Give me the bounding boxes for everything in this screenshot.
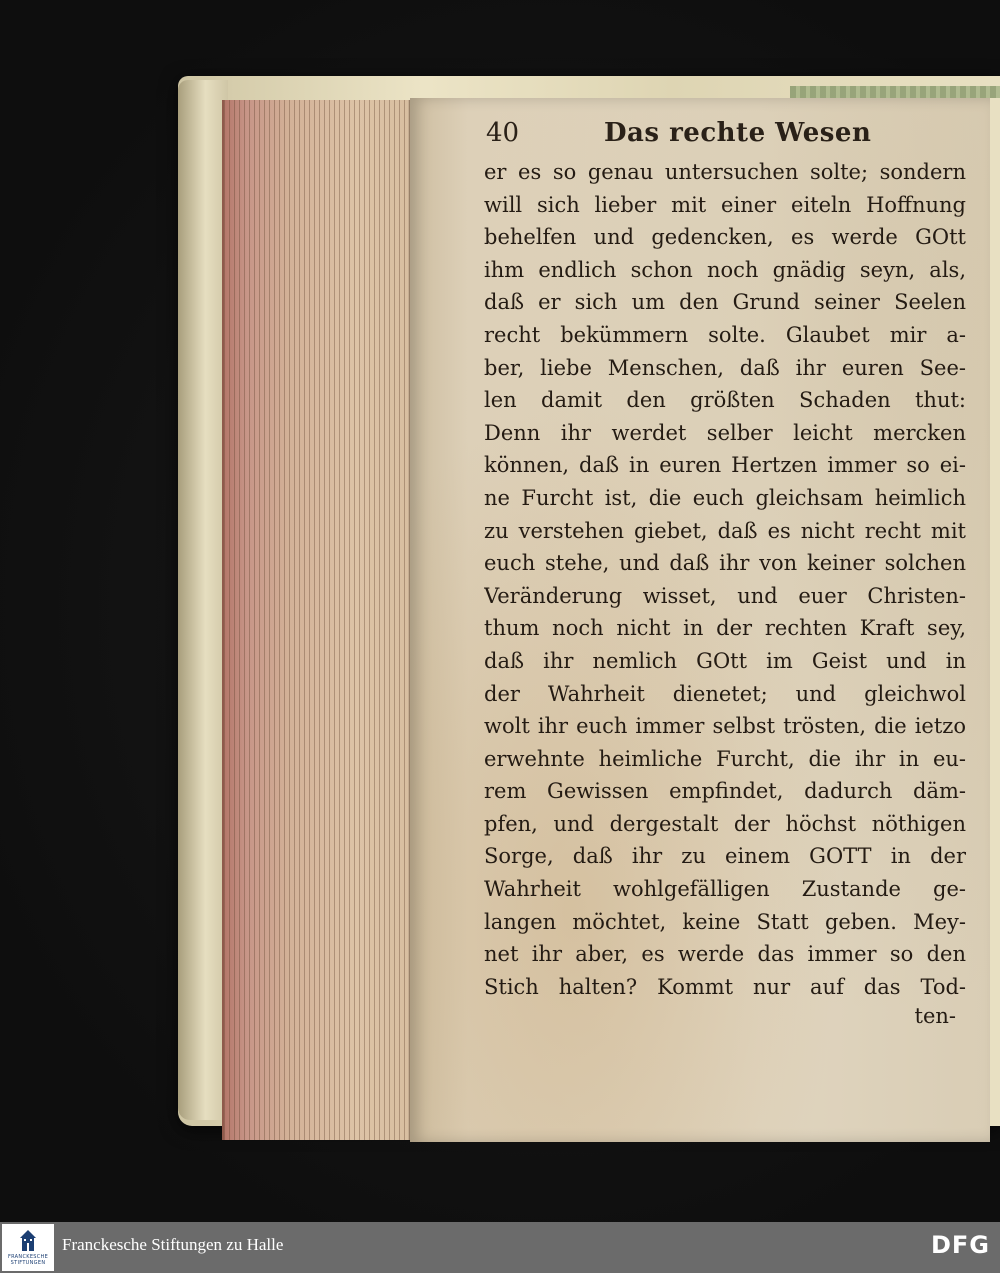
page-header bbox=[486, 118, 966, 152]
text-line: ber, liebe Menschen, daß ihr euren See- bbox=[484, 355, 966, 380]
text-line: er es so genau untersuchen solte; sondern bbox=[484, 160, 966, 184]
text-line: behelfen und gedencken, es werde GOtt bbox=[484, 225, 966, 250]
logo-text-line1: FRANCKESCHE bbox=[7, 1254, 49, 1260]
text-line: Denn ihr werdet selber leicht mercken bbox=[484, 420, 966, 445]
text-line: thum noch nicht in der rechten Kraft sey, bbox=[484, 616, 966, 641]
text-line: erwehnte heimliche Furcht, die ihr in eu- bbox=[484, 746, 966, 771]
logo-text bbox=[2, 1254, 54, 1266]
bookmark-ribbon bbox=[790, 86, 1000, 98]
page-number: 40 bbox=[486, 118, 520, 148]
institution-name[interactable]: Franckesche Stiftungen zu Halle bbox=[62, 1235, 284, 1254]
text-line: Wahrheit wohlgefälligen Zustande ge- bbox=[484, 877, 966, 902]
text-line: ne Furcht ist, die euch gleichsam heimlich bbox=[484, 485, 966, 510]
text-line: recht bekümmern solte. Glaubet mir a- bbox=[484, 322, 966, 347]
text-line: rem Gewissen empfindet, dadurch däm- bbox=[484, 779, 966, 804]
dfg-logo[interactable]: DFG bbox=[930, 1231, 990, 1259]
text-line: net ihr aber, es werde das immer so den bbox=[484, 942, 966, 967]
printed-page bbox=[410, 98, 990, 1142]
text-line: len damit den größten Schaden thut: bbox=[484, 388, 966, 413]
text-line: euch stehe, und daß ihr von keiner solchen bbox=[484, 551, 966, 576]
body-text bbox=[484, 156, 966, 1003]
text-line: langen möchtet, keine Statt geben. Mey- bbox=[484, 909, 966, 934]
text-line: ihm endlich schon noch gnädig seyn, als, bbox=[484, 257, 966, 282]
text-line: daß er sich um den Grund seiner Seelen bbox=[484, 290, 966, 315]
text-line: will sich lieber mit einer eiteln Hoffnung bbox=[484, 192, 966, 217]
text-line: zu verstehen giebet, daß es nicht recht mit bbox=[484, 518, 966, 543]
text-line: Stich halten? Kommt nur auf das Tod- bbox=[484, 974, 966, 999]
page-edges bbox=[222, 100, 414, 1140]
institution-logo[interactable] bbox=[2, 1224, 54, 1271]
text-line: Veränderung wisset, und euer Christen- bbox=[484, 583, 966, 608]
catchword: ten- bbox=[914, 1004, 956, 1028]
text-line: können, daß in euren Hertzen immer so ei- bbox=[484, 453, 966, 478]
text-line: der Wahrheit dienetet; und gleichwol bbox=[484, 681, 966, 706]
logo-text-line2: STIFTUNGEN bbox=[10, 1260, 46, 1266]
building-icon bbox=[20, 1229, 36, 1251]
text-line: pfen, und dergestalt der höchst nöthigen bbox=[484, 811, 966, 836]
viewer-footer bbox=[0, 1222, 1000, 1273]
text-line: wolt ihr euch immer selbst trösten, die ietzo bbox=[484, 714, 966, 739]
book-spine bbox=[178, 80, 228, 1120]
text-line: daß ihr nemlich GOtt im Geist und in bbox=[484, 648, 966, 673]
running-title: Das rechte Wesen bbox=[604, 118, 872, 148]
text-line: Sorge, daß ihr zu einem GOTT in der bbox=[484, 844, 966, 869]
